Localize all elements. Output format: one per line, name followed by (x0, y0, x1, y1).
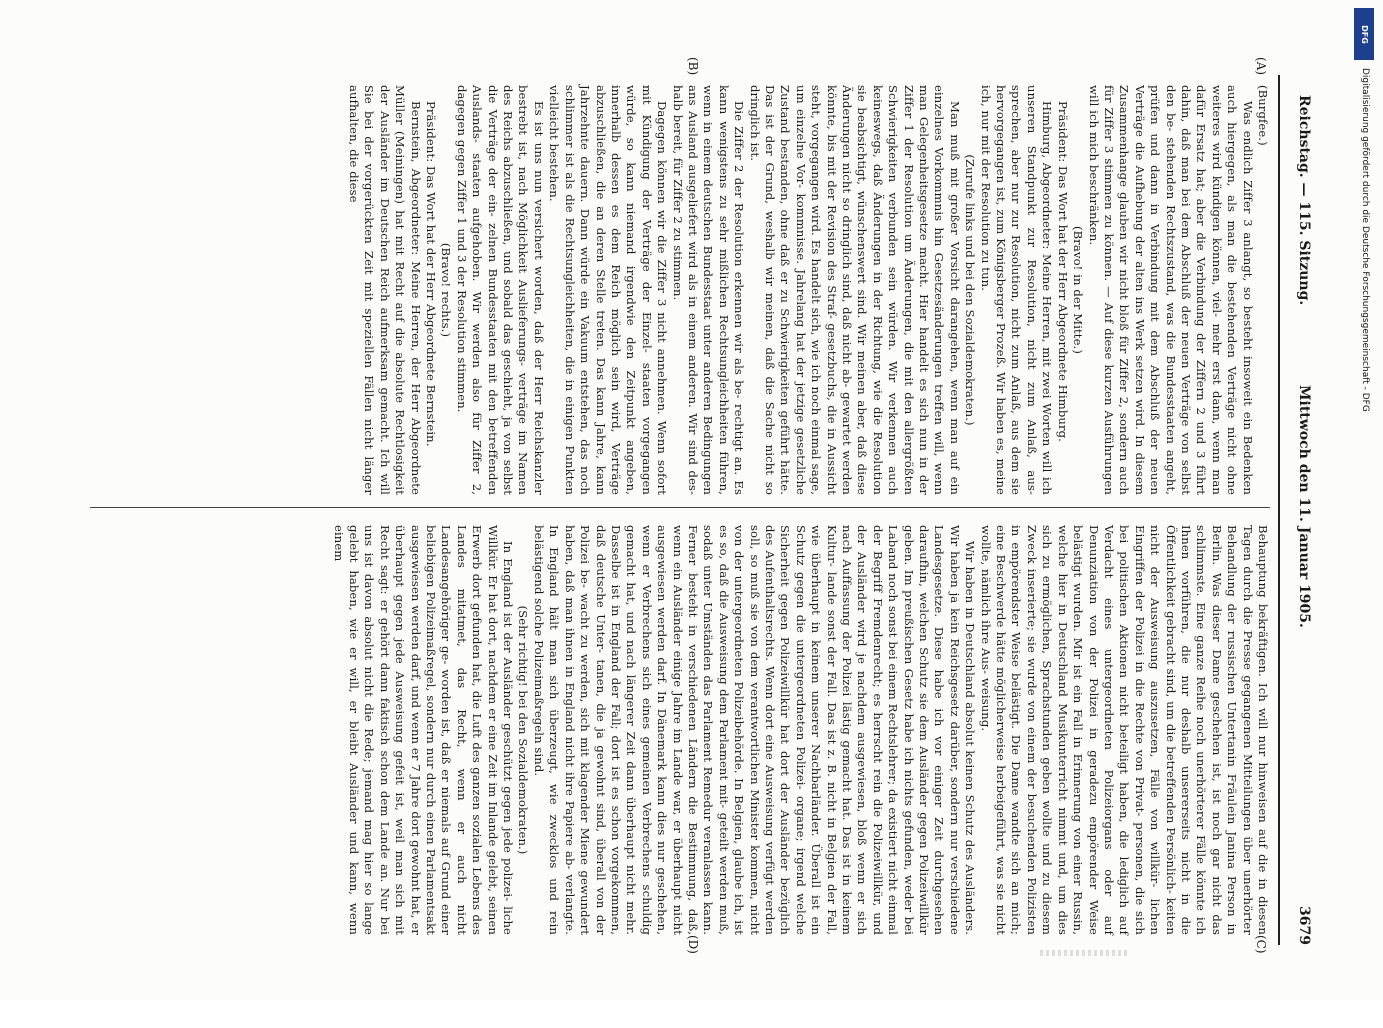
digitization-strip (1352, 8, 1376, 968)
running-head: (Burgfee.) (1256, 85, 1270, 146)
paragraph: Behauptung bekräftigen. Ich will nur hinweisen auf die in diesen Tagen durch die Presse gegangenen Mitteilungen über unerhörter Behandlung der russischen Untertanin Fräulein Janina Person in Berlin. Was dieser Dame geschehen ist, ist noch gar nicht das schlimmste. Eine ganze Reihe noch unerhörterer Fälle könnte ich Ihnen vorführen, die nur deshalb unsererseits nicht in die Öffentlichkeit gebracht sind, um die betreffenden Persönlich- keiten nicht der Ausweisung auszusetzen, Fälle von willkür- lichen Eingriffen der Polizei in die Rechte von Privat- personen, die sich bei politischen Aktionen nicht beteiligt haben, die lediglich auf Verdacht eines untergeordneten Polizeiorgans oder auf Denunziation von der Polizei in geradezu empörender Weise belästigt wurden. Mir ist ein Fall in Erinnerung von einer Russin, welche hier in Deutschland Musikunterricht nimmt und, um dies sich zu ermöglichen, Sprachstunden geben wollte und zu diesem Zweck inserierte; sie wurde von einem der besuchenden Polizisten in empörendster Weise belästigt. Die Dame wandte sich an mich; eine Beschwerde hätte möglicherweise herbeigeführt, was sie nicht wollte, nämlich ihre Aus- weisung. (978, 525, 1270, 935)
header-rule (1278, 75, 1280, 945)
speaker-paragraph: Präsident: Das Wort hat der Herr Abgeordnete Himburg. (1055, 101, 1070, 442)
dfg-logo-text: DFG (1359, 24, 1369, 44)
interjection: (Sehr richtig! bei den Sozialdemokraten.) (516, 605, 531, 855)
header-date: Mittwoch den 11. Januar 1905. (1296, 385, 1312, 628)
marker-a: (A) (1254, 57, 1268, 76)
interjection: (Bravo! rechts.) (439, 242, 454, 338)
paragraph: Dagegen können wir die Ziffer 3 nicht annehmen. Wenn sofort mit Kündigung der Verträge der Einzel- staaten vorgegangen würde, so kann niemand irgendwie den Zeitpunkt angeben, innerhalb dessen es dem Reich möglich sein wird, Verträge abzuschließen, die an deren Stelle treten. Das kann Jahre, kann Jahrzehnte dauern. Dann würde ein Vakuum entstehen, das noch schlimmer ist als die Rechtsungleichheiten, die in einigen Punkten vielleicht bestehen. (547, 85, 670, 495)
left-column (346, 85, 1270, 495)
paragraph: Man muß mit großer Vorsicht darangehen, wenn man auf ein einzelnes Vorkommnis hin Gesetzesänderungen treffen will, wenn man Gelegenheitsgesetze macht. Hier handelt es sich nun in der Ziffer 1 der Resolution um Änderungen, die mit den allergrößten Schwierigkeiten verbunden sein würden. Wir verkennen auch keineswegs, daß Änderungen in der Richtung, wie die Resolution sie beabsichtigt, wünschenswert sind. Wir meinen aber, daß diese Änderungen nicht so dringlich sind, daß nicht ab- gewartet werden könnte, bis mit der Revision des Straf- gesetzbuchs, die in Aussicht steht, vorgegangen wird. Es handelt sich, wie ich noch einmal sage, um einzelne Vor- kommnisse. Jahrelang hat der jetzige gesetzliche Zustand bestanden, ohne daß er zu Schwierigkeiten geführt hätte. Das ist der Grund, weshalb wir meinen, daß die Sache nicht so dringlich ist. (747, 85, 962, 495)
speaker-paragraph: Präsident: Das Wort hat der Herr Abgeordnete Bernstein. (424, 101, 439, 447)
rotated-page (60, 55, 1320, 955)
speaker-paragraph: Bernstein, Abgeordneter: Meine Herren, der Herr Abgeordnete Müller (Meiningen) hat mit Recht auf die absolute Rechtlosigkeit der Ausländer im Deutschen Reich aufmerksam gemacht. Ich will Sie bei der vorgerückten Zeit mit speziellen Fällen nicht länger aufhalten, die diese (347, 85, 423, 495)
page-header (1284, 55, 1320, 955)
paragraph: Es ist uns nun versichert worden, daß der Herr Reichskanzler bestrebt ist, nach Möglichkeit Auslieferungs- verträge im Namen des Reichs abzuschließen, und sobald das geschieht, ja von selbst die Verträge der ein- zelnen Bundesstaaten mit den betreffenden Auslands- staaten aufgehoben. Wir werden also für Ziffer 2, dagegen gegen Ziffer 1 und 3 der Resolution stimmen. (454, 85, 546, 495)
paragraph: Wir haben in Deutschland absolut keinen Schutz des Ausländers. Wir haben ja kein Reichsgesetz darüber, sondern nur verschiedene Landesgesetze. Diese habe ich vor einiger Zeit durchgesehen daraufhin, welchen Schutz sie dem Ausländer gegen Polizeiwillkür geben. Im preußischen Gesetz habe ich nichts gefunden, weder bei Laband noch sonst bei einem Rechtslehrer; da existiert nicht einmal der Begriff Fremdenrecht; es herrscht rein die Polizeiwillkür, und der Ausländer wird je nachdem ausgewiesen, bloß wenn er sich nach Auffassung der Polizei lästig gemacht hat. Das ist in keinem Kultur- lande sonst der Fall. Das ist z. B. nicht in Belgien der Fall, wie überhaupt in keinem unserer Nachbarländer. Überall ist ein Schutz gegen die untergeordneten Polizei- organe; irgend welche Sicherheit gegen Polizeiwillkür hat dort der Ausländer bezüglich des Aufenthaltsrechts. Wenn dort eine Ausweisung verfügt werden soll, so muß sie von dem verantwortlichen Minister kommen, nicht von der untergeordneten Polizeibehörde. In Belgien, glaube ich, ist es so, daß die Ausweisung dem Parlament mit- geteilt werden muß, sodaß unter Umständen das Parlament Remedur veranlassen kann. Ferner besteht in verschiedenen Ländern die Bestimmung, daß, wenn ein Ausländer einige Jahre im Lande war, er überhaupt nicht ausgewiesen werden darf. In Dänemark kann dies nur geschehen, wenn er Verbrechens sich eines gemeinen Verbrechens schuldig gemacht hat, und nach längerer Zeit dann überhaupt nicht mehr. Dasselbe ist in England der Fall; dort ist es schon vorgekommen, daß deutsche Unter- tanen, die ja gewohnt sind, überall von der Polizei be- wacht zu werden, sich mit klagender Miene gewundert haben, daß man ihnen in England nicht ihre Papiere ab- verlangte. In England hält man sich überzeugt, wie zwecklos und rein belästigend solche Polizeimaßregeln sind. (531, 525, 978, 935)
marker-d: (D) (686, 935, 700, 954)
column-separator (90, 507, 1270, 508)
speaker-paragraph: Himburg, Abgeordneter: Meine Herren, mit zwei Worten will ich unseren Standpunkt zur Resolution, nicht zum Anlaß, aus- sprechen, aber nur zur Resolution, nicht zum Anlaß, aus dem sie hervorgegangen ist, zum Königsberger Prozeß. Wir haben es, meine ich, nur mit der Resolution zu tun. (978, 85, 1055, 495)
header-left: Reichstag. — 115. Sitzung. (1296, 95, 1312, 306)
dfg-logo-icon (1354, 8, 1374, 60)
paragraph: Die Ziffer 2 der Resolution erkennen wir als be- rechtigt an. Es kann wenigstens zu sehr mißlichen Rechtsungleichheiten führen, wenn in einem deutschen Bundesstaat unter anderen Bedingungen ans Ausland ausgeliefert wird als in einem anderen. Wir sind des- halb bereit, für Ziffer 2 zu stimmen. (670, 85, 747, 495)
digitization-notice: Digitalisierung gefördert durch die Deutsche Forschungsgemeinschaft - DFG (1360, 68, 1370, 412)
page-number: 3679 (1296, 906, 1312, 945)
marker-c: (C) (1254, 935, 1268, 954)
interjection: (Bravo! in der Mitte.) (1071, 226, 1086, 354)
paragraph: In England ist der Ausländer geschützt gegen jede polizei- liche Willkür. Er hat dort, nachdem er eine Zeit im Inlande gelebt, seinen Erwerb dort gefunden hat, die Luft des ganzen sozialen Lebens des Landes mitatmet, das Recht, wenn er auch nicht Landesangehöriger ge- worden ist, daß er niemals auf Grund einer beliebigen Polizeimaßregel, sondern nur durch einen Parlamentsakt ausgewiesen werden darf, und wenn er 7 Jahre dort gewohnt hat, er überhaupt gegen jede Ausweisung gefeit ist, weil man sich mit Recht sagt: er gehört dann faktisch schon dem Lande an. Nur bei uns ist davon absolut nicht die Rede; jemand mag hier so lange gelebt haben, wie er will, er bleibt Ausländer und kann, wenn einem (331, 525, 516, 935)
scan-artifact (1040, 950, 1130, 956)
marker-b: (B) (686, 57, 700, 76)
right-column (330, 525, 1270, 935)
interjection: (Zurufe links und bei den Sozialdemokraten.) (963, 154, 978, 426)
paragraph: Was endlich Ziffer 3 anlangt, so besteht insoweit ein Bedenken auch hiergegen, als man die bestehenden Verträge nicht ohne weiteres wird kündigen können, viel- mehr erst dann, wenn man dafür Ersatz hat; aber die Verbindung der Ziffern 2 und 3 führt dahin, daß man bei dem Abschluß der neuen Verträge von selbst den be- stehenden Rechtszustand, was die Bundesstaaten angeht, prüfen und dann in Verbindung mit dem Abschluß der neuen Verträge die Aufhebung der alten ins Werk setzen wird. In diesem Zusammenhange glauben wir nicht bloß für Ziffer 2, sondern auch für Ziffer 3 stimmen zu können. — Auf diese kurzen Ausführungen will ich mich beschränken. (1086, 85, 1255, 495)
